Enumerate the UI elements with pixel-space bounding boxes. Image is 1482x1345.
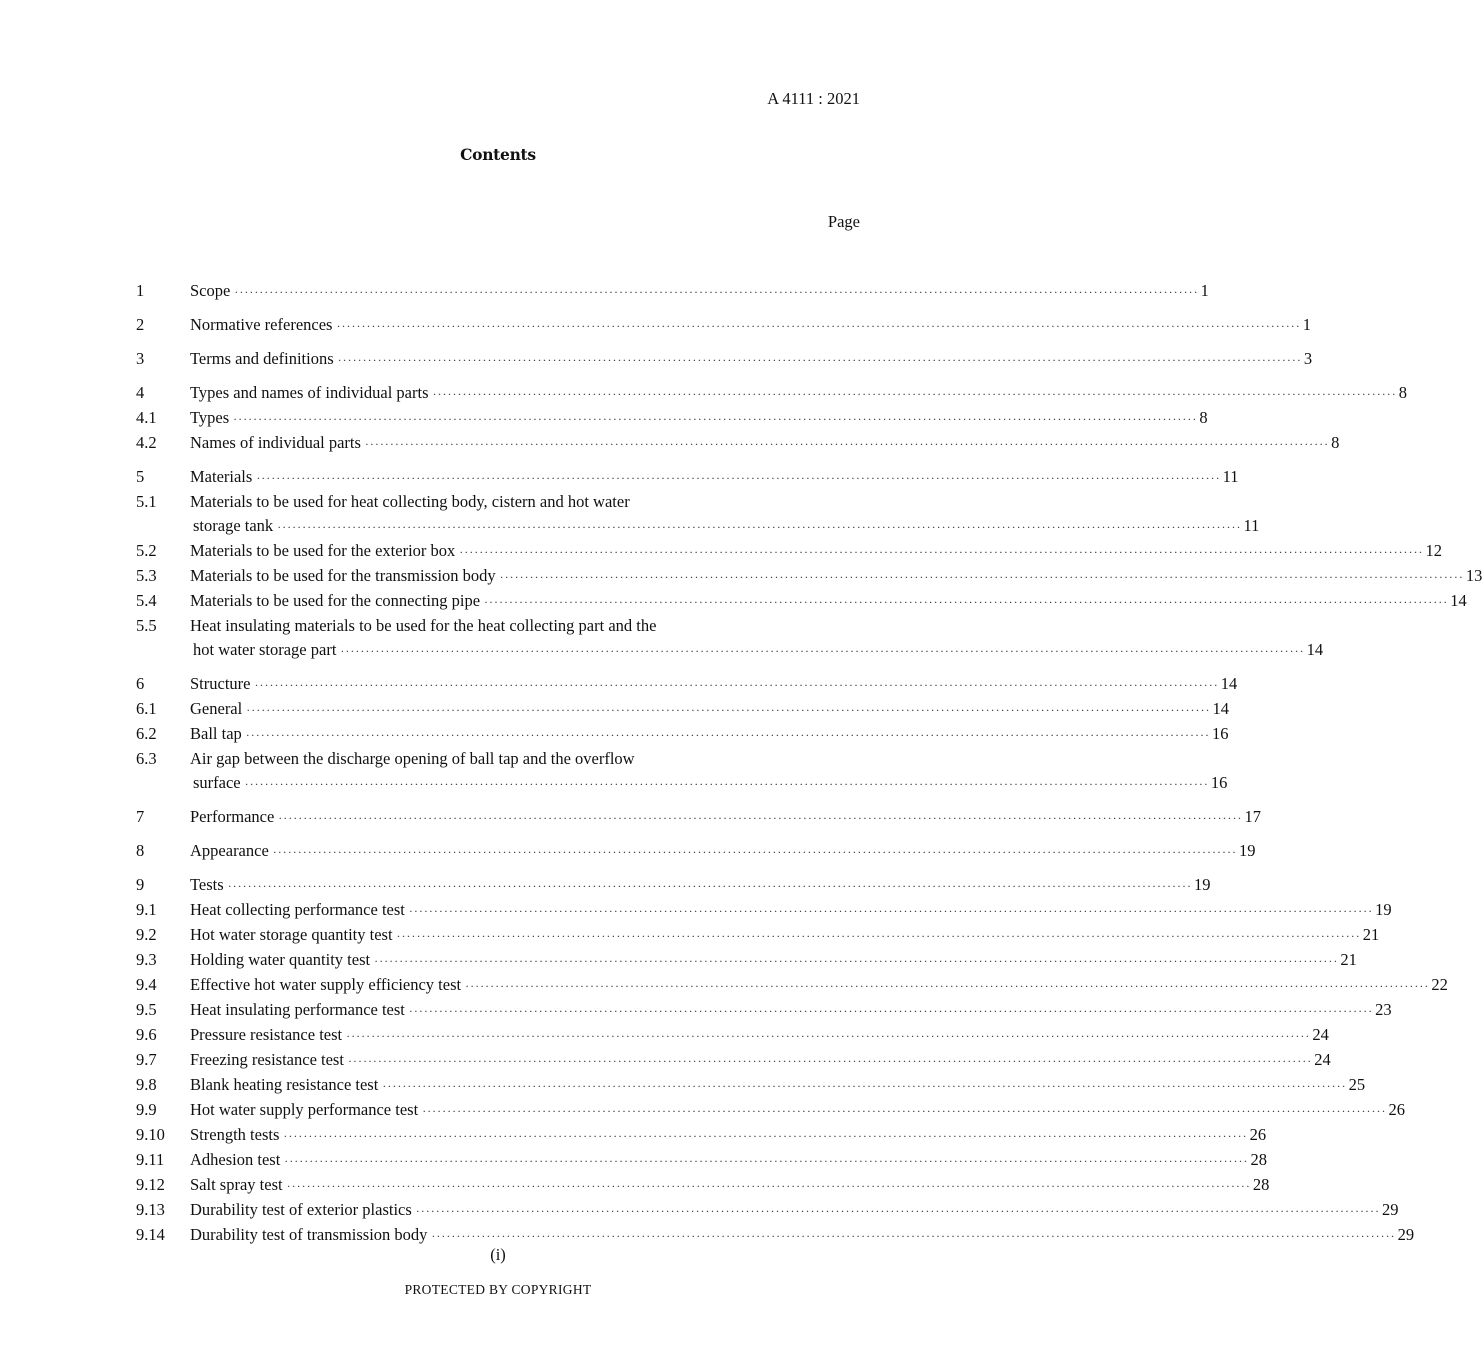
toc-entry-title: hot water storage part <box>193 640 337 659</box>
toc-entry-title: Freezing resistance test <box>190 1050 344 1069</box>
toc-entry-page: 12 <box>1425 541 1443 560</box>
toc-entry-page: 19 <box>1239 841 1256 860</box>
toc-entry-number: 2 <box>136 315 145 334</box>
toc-entry-number: 4.2 <box>136 433 157 452</box>
toc-entry[interactable] <box>136 1098 1405 1123</box>
toc-entry[interactable] <box>136 564 1482 589</box>
toc-entry-page: 22 <box>1431 975 1448 994</box>
toc-entry-page: 16 <box>1210 773 1228 792</box>
toc-entry-title: Durability test of exterior plastics <box>190 1200 412 1219</box>
toc-entry-title: Materials to be used for the exterior box <box>190 541 456 560</box>
toc-leader-dots <box>228 874 1192 898</box>
toc-entry[interactable] <box>136 1148 1268 1173</box>
toc-entry-page: 14 <box>1306 640 1324 659</box>
toc-entry-page: 25 <box>1348 1075 1366 1094</box>
toc-entry-title: Hot water storage quantity test <box>190 925 393 944</box>
toc-leader-dots <box>234 280 1198 304</box>
toc-entry-page: 28 <box>1250 1150 1268 1169</box>
toc-leader-dots <box>382 1074 1346 1098</box>
toc-entry-title: Heat insulating performance test <box>190 1000 405 1019</box>
toc-entry[interactable] <box>136 805 1262 830</box>
toc-entry[interactable] <box>136 431 1340 456</box>
toc-entry-number: 9.5 <box>136 1000 157 1019</box>
toc-entry-number: 7 <box>136 807 145 826</box>
table-of-contents <box>136 279 1482 1248</box>
toc-entry-title: Tests <box>190 875 224 894</box>
toc-entry-title: Durability test of transmission body <box>190 1225 428 1244</box>
copyright-notice: PROTECTED BY COPYRIGHT <box>404 1282 592 1297</box>
toc-entry-page: 1 <box>1302 315 1311 334</box>
toc-entry-title: storage tank <box>193 516 274 535</box>
toc-leader-dots <box>336 314 1300 338</box>
toc-leader-dots <box>233 407 1197 431</box>
toc-entry-title: General <box>190 699 243 718</box>
toc-entry[interactable] <box>136 747 1228 796</box>
toc-entry-number: 9.8 <box>136 1075 157 1094</box>
toc-leader-dots <box>338 348 1302 372</box>
toc-entry-title: Structure <box>190 674 251 693</box>
toc-entry-title: Salt spray test <box>190 1175 283 1194</box>
toc-entry[interactable] <box>136 839 1256 864</box>
toc-entry[interactable] <box>136 1073 1366 1098</box>
toc-entry-page: 21 <box>1362 925 1380 944</box>
toc-entry-number: 9.13 <box>136 1200 165 1219</box>
page-column-label: Page <box>827 212 860 231</box>
toc-entry-page: 17 <box>1244 807 1262 826</box>
toc-entry-number: 9.3 <box>136 950 157 969</box>
toc-entry-title: Scope <box>190 281 231 300</box>
toc-entry-number: 5.2 <box>136 541 157 560</box>
toc-entry[interactable] <box>136 873 1211 898</box>
toc-entry-number: 9.9 <box>136 1100 157 1119</box>
toc-entry-page: 14 <box>1220 674 1238 693</box>
toc-entry-title: Normative references <box>190 315 333 334</box>
toc-entry-number: 9.12 <box>136 1175 165 1194</box>
toc-leader-dots <box>409 899 1373 923</box>
toc-leader-dots <box>484 590 1448 614</box>
toc-entry-number: 9.4 <box>136 975 157 994</box>
toc-entry-title: Materials to be used for heat collecting body, cistern and hot water <box>190 492 630 511</box>
toc-entry[interactable] <box>136 1198 1399 1223</box>
toc-entry-title: Heat collecting performance test <box>190 900 405 919</box>
toc-entry-page: 1 <box>1200 281 1209 300</box>
toc-entry-page: 24 <box>1314 1050 1331 1069</box>
toc-entry-title: Effective hot water supply efficiency test <box>190 975 462 994</box>
toc-entry[interactable] <box>136 672 1238 697</box>
toc-entry[interactable] <box>136 490 1260 539</box>
toc-entry[interactable] <box>136 1048 1331 1073</box>
toc-entry-page: 3 <box>1303 349 1313 368</box>
toc-entry[interactable] <box>136 539 1443 564</box>
toc-entry[interactable] <box>136 406 1208 431</box>
toc-entry-title: surface <box>193 773 241 792</box>
toc-entry-number: 9.14 <box>136 1225 165 1244</box>
toc-entry-title: Materials <box>190 467 253 486</box>
page-title: Contents <box>460 145 536 164</box>
toc-entry[interactable] <box>136 589 1467 614</box>
toc-entry-title: Terms and definitions <box>190 349 334 368</box>
toc-leader-dots <box>500 565 1464 589</box>
toc-entry-number: 9.7 <box>136 1050 157 1069</box>
toc-entry[interactable] <box>136 381 1408 406</box>
toc-leader-dots <box>397 924 1361 948</box>
toc-entry-title: Performance <box>190 807 275 826</box>
toc-entry-title: Materials to be used for the transmission body <box>190 566 496 585</box>
toc-entry-page: 26 <box>1249 1125 1267 1144</box>
toc-entry-number: 9 <box>136 875 145 894</box>
toc-leader-dots <box>246 698 1210 722</box>
toc-entry-title: Ball tap <box>190 724 242 743</box>
toc-entry-title: Materials to be used for the connecting pipe <box>190 591 481 610</box>
toc-entry-number: 9.11 <box>136 1150 165 1169</box>
toc-entry-number: 5.5 <box>136 616 157 635</box>
toc-leader-dots <box>374 949 1338 973</box>
toc-leader-dots <box>348 1049 1312 1073</box>
toc-entry-page: 8 <box>1199 408 1208 427</box>
toc-entry[interactable] <box>136 998 1392 1023</box>
toc-leader-dots <box>416 1199 1380 1223</box>
toc-leader-dots <box>433 382 1397 406</box>
toc-entry-number: 9.1 <box>136 900 157 919</box>
toc-entry-title: Strength tests <box>190 1125 280 1144</box>
toc-entry-page: 24 <box>1312 1025 1329 1044</box>
toc-entry-title: Heat insulating materials to be used for the heat collecting part and the <box>190 616 657 635</box>
toc-entry-page: 19 <box>1375 900 1392 919</box>
toc-entry-page: 11 <box>1243 516 1260 535</box>
toc-entry[interactable] <box>136 1173 1270 1198</box>
toc-entry-number: 6.1 <box>136 699 157 718</box>
toc-entry-number: 1 <box>136 281 145 300</box>
toc-leader-dots <box>422 1099 1386 1123</box>
toc-entry-page: 8 <box>1398 383 1408 402</box>
toc-entry-page: 8 <box>1331 433 1340 452</box>
toc-leader-dots <box>245 772 1209 796</box>
toc-entry[interactable] <box>136 722 1229 747</box>
toc-entry-page: 13 <box>1465 566 1482 585</box>
toc-entry-number: 5.1 <box>136 492 157 511</box>
toc-entry-page: 11 <box>1222 467 1239 486</box>
toc-leader-dots <box>465 974 1429 998</box>
toc-entry-number: 9.6 <box>136 1025 157 1044</box>
toc-entry-title: Names of individual parts <box>190 433 361 452</box>
toc-entry-page: 19 <box>1193 875 1211 894</box>
toc-leader-dots <box>287 1174 1251 1198</box>
toc-leader-dots <box>365 432 1329 456</box>
toc-leader-dots <box>283 1124 1247 1148</box>
toc-leader-dots <box>273 840 1237 864</box>
toc-entry-title: Blank heating resistance test <box>190 1075 379 1094</box>
toc-entry-title: Hot water supply performance test <box>190 1100 419 1119</box>
toc-entry[interactable] <box>136 279 1209 304</box>
toc-entry[interactable] <box>136 1023 1329 1048</box>
toc-entry-page: 14 <box>1212 699 1229 718</box>
toc-entry-number: 5 <box>136 467 145 486</box>
toc-entry-page: 21 <box>1340 950 1357 969</box>
toc-entry-number: 4.1 <box>136 408 157 427</box>
toc-entry-page: 16 <box>1212 724 1229 743</box>
toc-entry[interactable] <box>136 923 1380 948</box>
toc-leader-dots <box>246 723 1210 747</box>
toc-entry-page: 14 <box>1450 591 1467 610</box>
toc-entry[interactable] <box>136 1123 1267 1148</box>
toc-entry-number: 4 <box>136 383 145 402</box>
toc-entry-title: Air gap between the discharge opening of ball tap and the overflow <box>190 749 635 768</box>
toc-entry-title: Types <box>190 408 230 427</box>
page-folio: (i) <box>490 1245 506 1264</box>
toc-entry[interactable] <box>136 313 1311 338</box>
toc-entry-page: 28 <box>1252 1175 1270 1194</box>
toc-leader-dots <box>409 999 1373 1023</box>
toc-entry-title: Holding water quantity test <box>190 950 371 969</box>
toc-entry-page: 26 <box>1388 1100 1405 1119</box>
toc-entry-number: 6.3 <box>136 749 157 768</box>
toc-leader-dots <box>340 639 1304 663</box>
toc-entry-number: 9.10 <box>136 1125 165 1144</box>
toc-leader-dots <box>256 466 1220 490</box>
toc-entry-number: 5.3 <box>136 566 157 585</box>
toc-entry-title: Pressure resistance test <box>190 1025 343 1044</box>
toc-entry[interactable] <box>136 465 1239 490</box>
toc-leader-dots <box>277 515 1241 539</box>
toc-entry-number: 5.4 <box>136 591 157 610</box>
toc-entry[interactable] <box>136 347 1313 372</box>
toc-entry-title: Types and names of individual parts <box>190 383 429 402</box>
toc-entry-page: 23 <box>1375 1000 1392 1019</box>
toc-entry-number: 9.2 <box>136 925 157 944</box>
toc-leader-dots <box>459 540 1423 564</box>
toc-entry[interactable] <box>136 948 1357 973</box>
toc-leader-dots <box>254 673 1218 697</box>
toc-entry-number: 3 <box>136 349 145 368</box>
toc-entry-number: 6 <box>136 674 145 693</box>
toc-leader-dots <box>284 1149 1248 1173</box>
toc-entry[interactable] <box>136 614 1324 663</box>
toc-entry[interactable] <box>136 973 1448 998</box>
toc-entry-page: 29 <box>1382 1200 1399 1219</box>
toc-entry-title: Adhesion test <box>190 1150 281 1169</box>
toc-entry-title: Appearance <box>190 841 269 860</box>
toc-entry[interactable] <box>136 697 1229 722</box>
doc-id: A 4111 : 2021 <box>767 89 860 108</box>
toc-leader-dots <box>278 806 1242 830</box>
toc-entry-page: 29 <box>1397 1225 1415 1244</box>
toc-entry-number: 8 <box>136 841 145 860</box>
toc-entry-number: 6.2 <box>136 724 157 743</box>
toc-entry[interactable] <box>136 898 1392 923</box>
toc-leader-dots <box>346 1024 1310 1048</box>
